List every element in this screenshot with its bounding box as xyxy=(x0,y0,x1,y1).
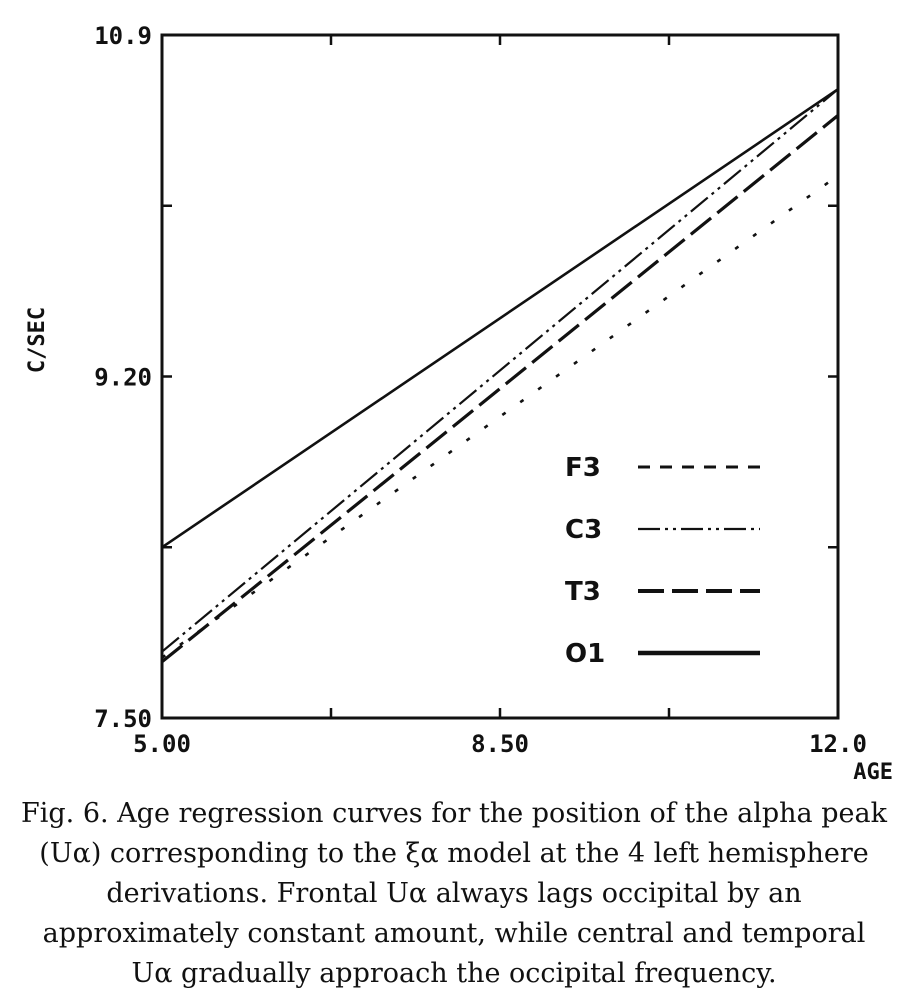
axes xyxy=(94,22,867,758)
legend xyxy=(565,453,760,669)
series-layer xyxy=(162,89,838,662)
x-axis-title: AGE xyxy=(853,760,893,785)
y-axis-title: C/SEC xyxy=(25,306,50,374)
x-tick-label: 8.50 xyxy=(471,730,529,758)
series-line-t3 xyxy=(162,115,838,661)
figure-caption: Fig. 6. Age regression curves for the position of the alpha peak (Uα) corresponding to the ξα model at the 4 left hemisphere derivations. Frontal Uα always lags occipital by an approximately constant amount, while central and temporal Uα gradually approach the occipital frequency. xyxy=(21,798,887,989)
legend-label-f3: F3 xyxy=(565,453,601,483)
legend-label-t3: T3 xyxy=(565,577,601,607)
x-tick-label: 12.0 xyxy=(809,730,867,758)
y-tick-label: 10.9 xyxy=(94,22,152,50)
series-line-f3 xyxy=(162,176,838,658)
legend-label-c3: C3 xyxy=(565,515,603,545)
x-tick-label: 5.00 xyxy=(133,730,191,758)
y-tick-label: 7.50 xyxy=(94,705,152,733)
series-line-c3 xyxy=(162,89,838,652)
y-tick-label: 9.20 xyxy=(94,363,152,392)
series-line-o1 xyxy=(162,89,838,547)
plot-frame xyxy=(162,35,838,718)
legend-label-o1: O1 xyxy=(565,639,606,669)
